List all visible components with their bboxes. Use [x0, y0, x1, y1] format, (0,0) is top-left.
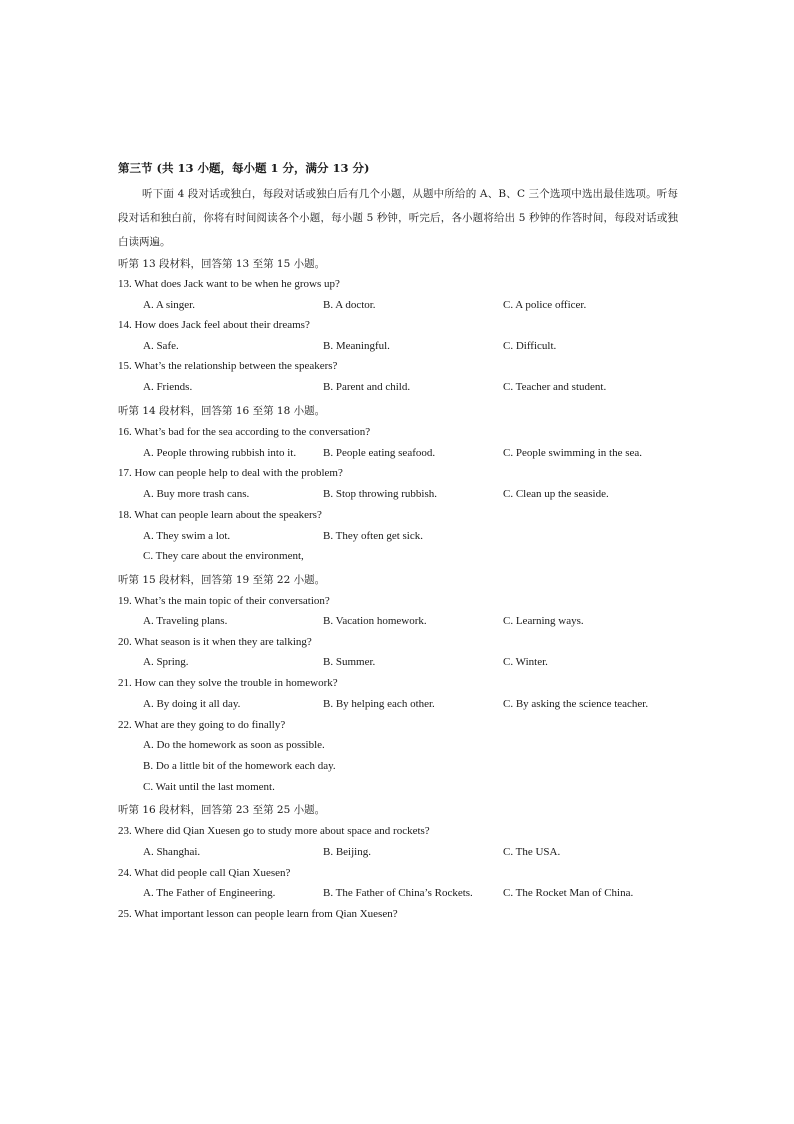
option-b: B. A doctor.	[323, 299, 376, 311]
option-a: A. Friends.	[143, 381, 193, 393]
option-c: C. Learning ways.	[503, 615, 584, 627]
option-c: C. The USA.	[503, 846, 561, 858]
question-17: 17. How can people help to deal with the problem?	[118, 467, 343, 479]
question-14: 14. How does Jack feel about their dreams?	[118, 319, 310, 331]
question-15: 15. What’s the relationship between the speakers?	[118, 360, 338, 372]
option-c: C. A police officer.	[503, 299, 587, 311]
option-b: B. Stop throwing rubbish.	[323, 488, 437, 500]
question-21: 21. How can they solve the trouble in homework?	[118, 677, 338, 689]
question-13: 13. What does Jack want to be when he grows up?	[118, 278, 340, 290]
option-b: B. Vacation homework.	[323, 615, 427, 627]
option-b: B. They often get sick.	[323, 530, 423, 542]
option-c: C. Teacher and student.	[503, 381, 607, 393]
option-a: A. Do the homework as soon as possible.	[143, 739, 325, 751]
question-16: 16. What’s bad for the sea according to the conversation?	[118, 426, 371, 438]
option-b: B. Summer.	[323, 656, 376, 668]
section-label: 听第 14 段材料，回答第 16 至第 18 小题。	[118, 405, 326, 417]
option-b: B. By helping each other.	[323, 698, 435, 710]
option-a: A. People throwing rubbish into it.	[143, 447, 297, 459]
option-c: C. They care about the environment,	[143, 550, 304, 562]
option-b: B. The Father of China’s Rockets.	[323, 887, 473, 899]
option-b: B. Parent and child.	[323, 381, 411, 393]
option-a: A. Shanghai.	[143, 846, 201, 858]
option-c: C. The Rocket Man of China.	[503, 887, 634, 899]
option-b: B. Meaningful.	[323, 340, 390, 352]
option-c: C. By asking the science teacher.	[503, 698, 649, 710]
option-c: C. Wait until the last moment.	[143, 781, 275, 793]
option-c: C. Difficult.	[503, 340, 557, 352]
option-a: A. They swim a lot.	[143, 530, 231, 542]
option-b: B. Do a little bit of the homework each day.	[143, 760, 336, 772]
option-a: A. Spring.	[143, 656, 189, 668]
option-c: C. Clean up the seaside.	[503, 488, 609, 500]
option-a: A. Safe.	[143, 340, 179, 352]
section-label: 听第 13 段材料，回答第 13 至第 15 小题。	[118, 258, 326, 270]
question-19: 19. What’s the main topic of their conversation?	[118, 595, 330, 607]
question-18: 18. What can people learn about the speakers?	[118, 509, 322, 521]
option-a: A. Buy more trash cans.	[143, 488, 250, 500]
section-instructions: 听下面 4 段对话或独白，每段对话或独白后有几个小题，从题中所给的 A、B、C 三个选项中选出最佳选项。听每段对话和独白前，你将有时间阅读各个小题，每小题 5 秒钟，听完后，各小题将给出 5 秒钟的作答时间，每段对话或独白读两遍。	[118, 188, 678, 248]
option-b: B. Beijing.	[323, 846, 371, 858]
question-24: 24. What did people call Qian Xuesen?	[118, 867, 291, 879]
section-header: 第三节 (共 13 小题，每小题 1 分，满分 13 分)	[118, 161, 370, 175]
option-c: C. Winter.	[503, 656, 548, 668]
option-c: C. People swimming in the sea.	[503, 447, 643, 459]
section-label: 听第 15 段材料，回答第 19 至第 22 小题。	[118, 574, 326, 586]
option-a: A. A singer.	[143, 299, 195, 311]
question-22: 22. What are they going to do finally?	[118, 719, 286, 731]
option-a: A. The Father of Engineering.	[143, 887, 276, 899]
question-23: 23. Where did Qian Xuesen go to study more about space and rockets?	[118, 825, 430, 837]
option-a: A. Traveling plans.	[143, 615, 228, 627]
option-b: B. People eating seafood.	[323, 447, 436, 459]
question-20: 20. What season is it when they are talking?	[118, 636, 312, 648]
option-a: A. By doing it all day.	[143, 698, 241, 710]
question-25: 25. What important lesson can people learn from Qian Xuesen?	[118, 908, 398, 920]
section-label: 听第 16 段材料，回答第 23 至第 25 小题。	[118, 804, 326, 816]
